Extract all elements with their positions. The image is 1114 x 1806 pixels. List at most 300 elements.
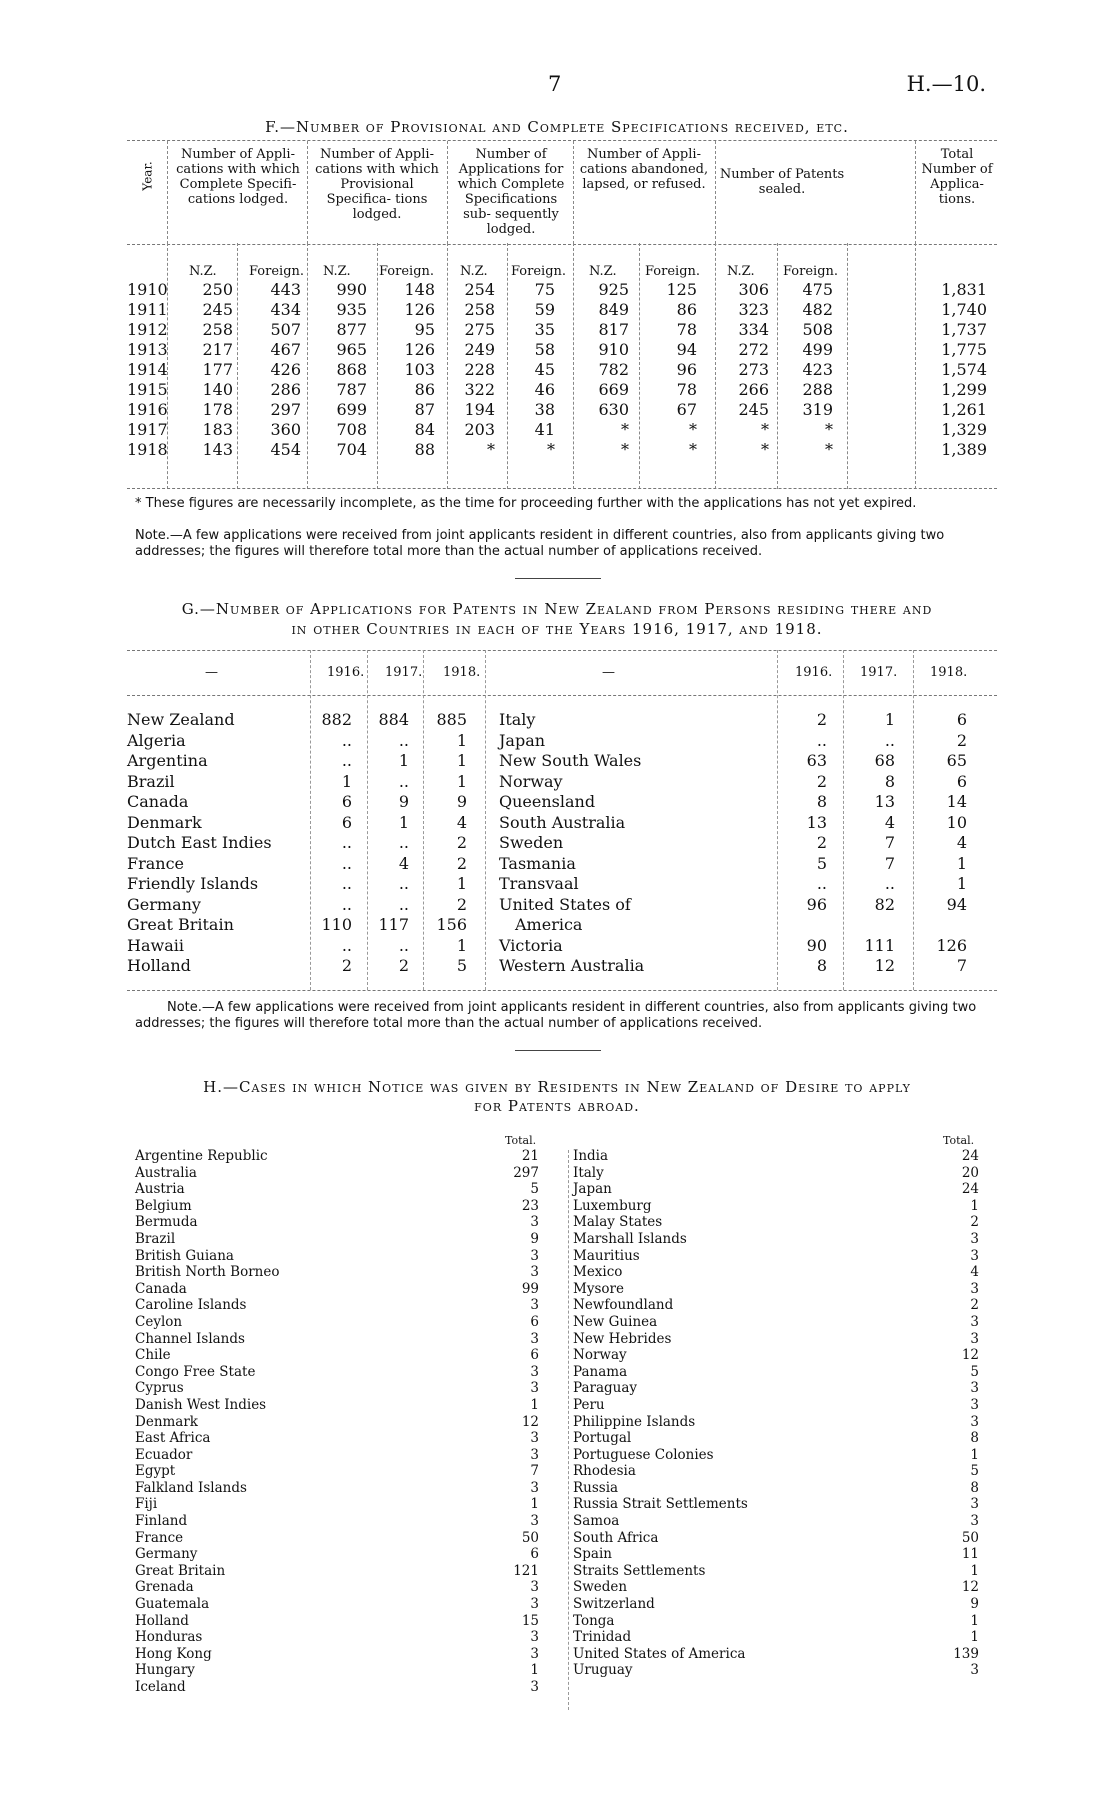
total-value: 24 [961,1148,979,1164]
total-value: 1 [970,1562,979,1579]
table-row [135,1314,995,1331]
value-1918: 1 [456,935,467,955]
total-value: 3 [970,1662,979,1679]
table-row [135,1297,995,1314]
value-1918: 156 [436,915,467,934]
g-year-1918: 1918. [443,665,481,680]
country-name: South Australia [499,812,626,832]
country-name: Austria [135,1181,185,1198]
value-1916: 1 [341,771,352,791]
sealed-nz-cell: 272 [738,340,769,359]
sealed-nz-cell: 334 [738,320,769,339]
value-1918: 126 [936,935,967,955]
value-1918: 1 [956,853,967,873]
value-1917: 4 [884,812,895,832]
complete-nz-cell: 245 [202,300,233,319]
value-1918: 10 [946,812,967,832]
sealed-foreign-cell: 508 [802,320,833,339]
header-total: Total Number of Applica- tions. [921,147,993,207]
total-value: 99 [521,1280,539,1297]
table-row [135,1496,995,1513]
value-1916: .. [341,874,352,893]
abandoned-foreign-cell: * [689,440,697,459]
value-1918: 1 [456,730,467,750]
country-name: Canada [135,1280,187,1297]
country-name: Japan [499,730,546,750]
provisional-foreign-cell: 84 [414,420,435,439]
abandoned-foreign-cell: 67 [676,400,697,419]
table-row [127,731,997,752]
provisional-foreign-cell: 95 [414,320,435,339]
value-1918: 7 [956,956,967,975]
value-1916: 2 [816,833,827,852]
complete-foreign-cell: 467 [270,340,301,359]
section-g-title-line1: G.—Number of Applications for Patents in New Zealand from Persons residing there and [181,600,933,618]
value-1917: 9 [398,792,409,811]
section-g-note: Note.—A few applications were received from joint applicants resident in different countries, also from applicants giving two addresses; the figures will therefore total more than the actual number of applications received. [135,1000,977,1031]
total-value: 1 [530,1662,539,1679]
value-1916: .. [341,751,352,770]
table-row [135,1530,995,1547]
total-value: 3 [530,1247,539,1264]
value-1916: .. [341,833,352,852]
total-value: 8 [970,1430,979,1447]
value-1916: 882 [321,710,352,729]
value-1918: 2 [456,853,467,873]
value-1918: 2 [456,833,467,852]
country-name: Holland [135,1612,189,1629]
total-value: 297 [513,1164,539,1181]
country-name: Denmark [135,1413,198,1430]
sealed-nz-cell: 323 [738,300,769,319]
abandoned-nz-cell: * [621,440,629,459]
country-name: Holland [127,956,191,975]
section-h-title-line1: H.—Cases in which Notice was given by Residents in New Zealand of Desire to apply [203,1078,911,1096]
abandoned-nz-cell: 782 [598,360,629,379]
country-name: Switzerland [573,1596,655,1613]
complete-foreign-cell: 443 [270,280,301,299]
sealed-nz-cell: * [761,420,769,439]
total-value: 3 [530,1330,539,1347]
total-value: 8 [970,1479,979,1496]
country-name: Honduras [135,1629,203,1646]
subsequent-nz-cell: 275 [464,320,495,339]
abandoned-foreign-cell: * [689,420,697,439]
country-name: Marshall Islands [573,1230,687,1247]
country-name: New Hebrides [573,1330,672,1347]
country-name: Russia Strait Settlements [573,1496,748,1513]
country-name: United States of America [573,1645,746,1662]
table-row [135,1629,995,1646]
value-1918: 5 [456,956,467,975]
page-number: 7 [548,72,562,96]
total-value: 3 [970,1496,979,1513]
sub-nz: N.Z. [189,264,217,279]
table-row [135,1546,995,1563]
g-year-1916: 1916. [327,665,365,680]
country-name: Cyprus [135,1380,184,1397]
country-name: Peru [573,1396,605,1413]
provisional-nz-cell: 787 [336,380,367,399]
abandoned-nz-cell: 925 [598,280,629,299]
value-1917: 82 [874,894,895,914]
table-row [127,833,997,854]
complete-nz-cell: 217 [202,340,233,359]
table-row [135,1380,995,1397]
section-f-title: F.—Number of Provisional and Complete Specifications received, etc. [265,118,849,136]
table-g-header [127,650,997,696]
country-name: Spain [573,1546,612,1563]
country-name: Bermuda [135,1214,198,1231]
provisional-nz-cell: 935 [336,300,367,319]
abandoned-foreign-cell: 78 [676,380,697,399]
subsequent-nz-cell: 203 [464,420,495,439]
total-value: 9 [970,1596,979,1613]
table-row [127,340,997,360]
complete-nz-cell: 177 [202,360,233,379]
abandoned-foreign-cell: 96 [676,360,697,379]
table-row [135,1181,995,1198]
total-value: 3 [530,1380,539,1397]
country-name: Victoria [499,935,563,955]
total-cell: 1,299 [941,380,987,399]
value-1917: 7 [884,853,895,873]
year-cell: 1917 [127,420,168,439]
value-1918: 6 [956,710,967,729]
value-1917: 117 [378,915,409,934]
total-value: 3 [530,1679,539,1695]
table-row [135,1148,995,1165]
table-f-rows [127,280,997,460]
value-1917: 2 [398,956,409,975]
table-row [127,792,997,813]
sealed-nz-cell: 306 [738,280,769,299]
country-name: Argentine Republic [135,1148,268,1164]
total-value: 3 [970,1380,979,1397]
table-row [135,1165,995,1182]
country-name: Mauritius [573,1247,640,1264]
h-total-label-right: Total. [943,1134,975,1147]
sealed-foreign-cell: * [825,440,833,459]
total-value: 1 [970,1446,979,1463]
country-name: Caroline Islands [135,1297,247,1314]
table-g-rows [127,710,997,977]
value-1916: 96 [806,894,827,914]
total-value: 3 [530,1430,539,1447]
value-1917: 8 [884,771,895,791]
value-1916: 6 [341,792,352,811]
abandoned-nz-cell: 817 [598,320,629,339]
abandoned-nz-cell: 669 [598,380,629,399]
country-name: Russia [573,1479,619,1496]
total-value: 4 [970,1264,979,1281]
country-name: Norway [573,1347,627,1364]
total-value: 5 [530,1181,539,1198]
total-value: 1 [970,1629,979,1646]
g-year-1918: 1918. [930,665,968,680]
total-value: 121 [513,1562,539,1579]
provisional-nz-cell: 868 [336,360,367,379]
value-1916: 2 [341,956,352,975]
value-1916: 5 [816,853,827,873]
value-1916: .. [341,853,352,873]
total-value: 1 [530,1396,539,1413]
sub-foreign: Foreign. [249,264,305,279]
provisional-foreign-cell: 86 [414,380,435,399]
total-value: 1 [530,1496,539,1513]
provisional-nz-cell: 704 [336,440,367,459]
complete-foreign-cell: 286 [270,380,301,399]
sealed-foreign-cell: 482 [802,300,833,319]
value-1916: .. [341,935,352,955]
country-name: Norway [499,771,563,791]
country-name: New South Wales [499,751,642,770]
table-row [135,1447,995,1464]
country-name: Western Australia [499,956,645,975]
table-row [135,1248,995,1265]
table-g [127,650,997,975]
total-value: 3 [970,1247,979,1264]
total-cell: 1,261 [941,400,987,419]
sub-foreign: Foreign. [645,264,701,279]
table-row [135,1662,995,1679]
country-name: Dutch East Indies [127,833,272,852]
total-value: 50 [521,1529,539,1546]
year-cell: 1918 [127,440,168,459]
country-name: Danish West Indies [135,1396,267,1413]
value-1918: 9 [456,792,467,811]
value-1916: .. [341,894,352,914]
sealed-foreign-cell: 475 [802,280,833,299]
provisional-nz-cell: 965 [336,340,367,359]
g-year-1916: 1916. [795,665,833,680]
sub-foreign: Foreign. [379,264,435,279]
total-value: 3 [530,1363,539,1380]
sealed-foreign-cell: * [825,420,833,439]
table-row [135,1579,995,1596]
provisional-foreign-cell: 88 [414,440,435,459]
total-value: 3 [530,1479,539,1496]
country-name: Hawaii [127,935,184,955]
country-name: Portugal [573,1430,632,1447]
country-name: Sweden [573,1579,628,1596]
value-1918: 2 [456,894,467,914]
country-name: Brazil [135,1230,176,1247]
g-dash-left: — [205,665,218,680]
total-value: 12 [521,1413,539,1430]
table-row [135,1331,995,1348]
total-value: 50 [961,1529,979,1546]
header-abandoned: Number of Appli- cations abandoned, lapsed, or refused. [579,147,709,192]
total-value: 3 [530,1645,539,1662]
total-value: 11 [961,1546,979,1563]
subsequent-foreign-cell: 46 [534,380,555,399]
country-name: Algeria [127,730,186,750]
table-row [127,936,997,957]
table-row [135,1198,995,1215]
value-1918: 885 [436,710,467,729]
subsequent-nz-cell: 254 [464,280,495,299]
year-cell: 1912 [127,320,168,339]
total-value: 3 [970,1330,979,1347]
value-1916: 2 [816,710,827,729]
value-1916: 2 [816,771,827,791]
country-name: Straits Settlements [573,1562,706,1579]
table-row [135,1480,995,1497]
value-1918: 1 [456,874,467,893]
country-name: East Africa [135,1430,211,1447]
table-row [127,772,997,793]
sealed-nz-cell: * [761,440,769,459]
subsequent-foreign-cell: 45 [534,360,555,379]
header-subsequent: Number of Applications for which Complete Specifications sub- sequently lodged. [457,147,565,237]
provisional-nz-cell: 708 [336,420,367,439]
table-row [135,1513,995,1530]
country-name: Canada [127,792,189,811]
value-1917: .. [398,833,409,852]
table-row [135,1596,995,1613]
value-1918: 6 [956,771,967,791]
sub-foreign: Foreign. [783,264,839,279]
country-name: Iceland [135,1679,186,1695]
abandoned-nz-cell: 910 [598,340,629,359]
country-name: Chile [135,1347,171,1364]
total-value: 21 [521,1148,539,1164]
sub-nz: N.Z. [460,264,488,279]
value-1916: 63 [806,751,827,770]
country-name: Ecuador [135,1446,193,1463]
country-name: Trinidad [573,1629,632,1646]
country-name: Grenada [135,1579,194,1596]
country-name: New Guinea [573,1313,658,1330]
sub-nz: N.Z. [589,264,617,279]
table-row [135,1347,995,1364]
total-value: 3 [530,1596,539,1613]
total-cell: 1,831 [941,280,987,299]
value-1917: 13 [874,792,895,811]
country-name: Fiji [135,1496,158,1513]
complete-foreign-cell: 297 [270,400,301,419]
year-cell: 1913 [127,340,168,359]
value-1917: 1 [398,751,409,770]
country-name: Great Britain [127,915,234,934]
total-value: 3 [970,1413,979,1430]
subsequent-foreign-cell: 59 [534,300,555,319]
sealed-nz-cell: 273 [738,360,769,379]
country-name: America [515,915,583,934]
g-year-1917: 1917. [860,665,898,680]
total-value: 3 [530,1214,539,1231]
provisional-foreign-cell: 87 [414,400,435,419]
value-1916: 8 [816,956,827,975]
complete-nz-cell: 258 [202,320,233,339]
subsequent-nz-cell: 258 [464,300,495,319]
value-1916: .. [816,730,827,750]
total-value: 3 [530,1513,539,1530]
provisional-nz-cell: 990 [336,280,367,299]
provisional-foreign-cell: 148 [404,280,435,299]
value-1917: 884 [378,710,409,729]
sub-nz: N.Z. [323,264,351,279]
value-1916: 90 [806,935,827,955]
total-value: 15 [521,1612,539,1629]
table-row [127,320,997,340]
sub-nz: N.Z. [727,264,755,279]
value-1917: 7 [884,833,895,852]
country-name: Tonga [573,1612,615,1629]
complete-foreign-cell: 426 [270,360,301,379]
subsequent-foreign-cell: 38 [534,400,555,419]
total-value: 6 [530,1546,539,1563]
document-reference: H.—10. [906,72,986,96]
country-name: Guatemala [135,1596,210,1613]
sealed-nz-cell: 245 [738,400,769,419]
value-1918: 4 [456,812,467,832]
country-name: Germany [127,894,201,914]
year-cell: 1911 [127,300,168,319]
sealed-foreign-cell: 288 [802,380,833,399]
table-row [127,895,997,916]
table-row [127,710,997,731]
table-row [127,854,997,875]
subsequent-nz-cell: * [487,440,495,459]
country-name: Mexico [573,1264,623,1281]
value-1918: 1 [456,751,467,770]
section-g-title-line2: in other Countries in each of the Years 1916, 1917, and 1918. [291,620,823,638]
total-value: 2 [970,1297,979,1314]
total-cell: 1,740 [941,300,987,319]
section-f-footnote: * These figures are necessarily incomplete, as the time for proceeding further with the applications has not yet expired. [135,496,917,511]
subsequent-foreign-cell: * [547,440,555,459]
table-row [127,380,997,400]
year-cell: 1910 [127,280,168,299]
provisional-foreign-cell: 103 [404,360,435,379]
country-name: South Africa [573,1529,659,1546]
sealed-nz-cell: 266 [738,380,769,399]
country-name: Newfoundland [573,1297,674,1314]
country-name: British North Borneo [135,1264,280,1281]
total-value: 3 [530,1629,539,1646]
value-1917: 1 [398,812,409,832]
total-value: 3 [970,1396,979,1413]
complete-nz-cell: 178 [202,400,233,419]
complete-foreign-cell: 507 [270,320,301,339]
country-name: United States of [499,894,631,914]
complete-nz-cell: 250 [202,280,233,299]
total-cell: 1,574 [941,360,987,379]
value-1918: 65 [946,751,967,770]
header-provisional: Number of Appli- cations with which Provisional Specifica- tions lodged. [315,147,439,222]
table-row [135,1563,995,1580]
country-name: Samoa [573,1513,620,1530]
country-name: Sweden [499,833,564,852]
country-name: India [573,1148,609,1164]
subsequent-nz-cell: 249 [464,340,495,359]
section-h-title-line2: for Patents abroad. [474,1097,640,1115]
value-1916: 13 [806,812,827,832]
total-value: 6 [530,1347,539,1364]
value-1916: 6 [341,812,352,832]
h-total-label-left: Total. [505,1134,537,1147]
country-name: Philippine Islands [573,1413,696,1430]
country-name: New Zealand [127,710,235,729]
value-1916: 110 [321,915,352,934]
sealed-foreign-cell: 499 [802,340,833,359]
country-name: Brazil [127,771,175,791]
total-value: 3 [970,1230,979,1247]
country-name: Congo Free State [135,1363,256,1380]
value-1917: 4 [398,853,409,873]
